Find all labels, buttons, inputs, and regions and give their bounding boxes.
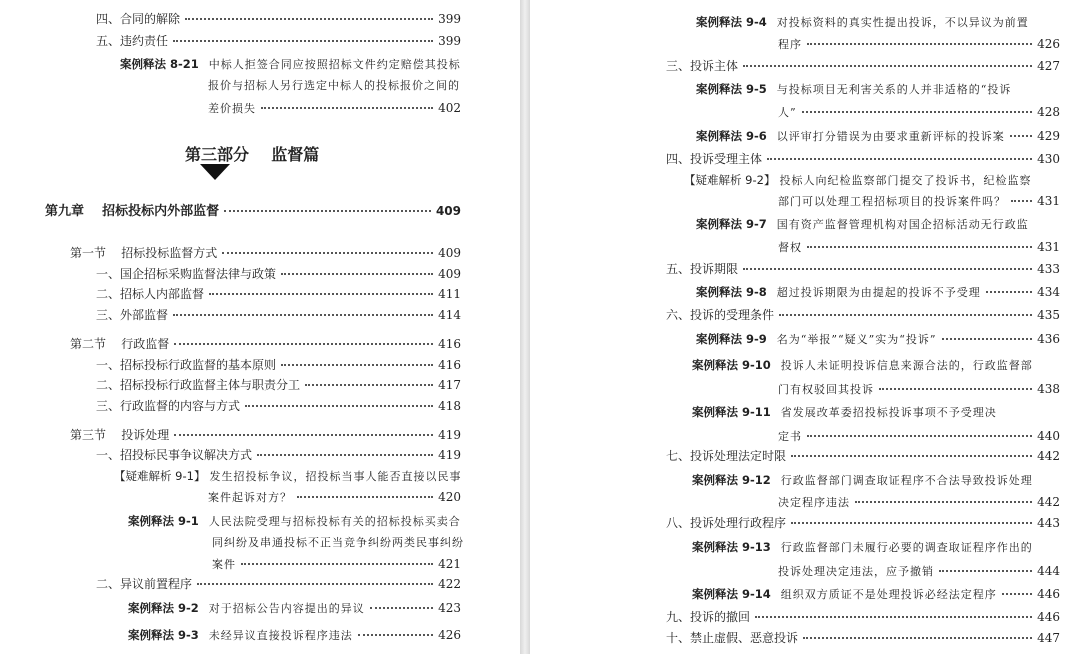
leader-dots bbox=[1011, 200, 1032, 202]
difficulty-entry bbox=[114, 468, 461, 485]
page-number: 430 bbox=[1037, 152, 1060, 166]
case-entry-continued bbox=[208, 78, 461, 94]
difficulty-tag: 【疑难解析 9-2】 bbox=[684, 173, 776, 187]
leader-dots bbox=[942, 338, 1033, 340]
leader-dots bbox=[986, 291, 1032, 293]
entry-text: 定书 bbox=[778, 430, 802, 443]
left-page bbox=[0, 0, 520, 654]
page-number: 426 bbox=[1037, 37, 1060, 51]
entry-text: 对于招标公告内容提出的异议 bbox=[208, 602, 365, 615]
entry-text: 同纠纷及串通投标不正当竞争纠纷两类民事纠纷 bbox=[212, 536, 464, 549]
case-tag: 案例释法 9-2 bbox=[128, 601, 199, 615]
entry-label: 九、投诉的撤回 bbox=[666, 610, 751, 624]
case-tag: 案例释法 9-8 bbox=[696, 285, 767, 299]
page-number: 442 bbox=[1037, 449, 1060, 463]
entry-label: 二、招标人内部监督 bbox=[96, 287, 205, 301]
leader-dots bbox=[261, 107, 433, 109]
leader-dots bbox=[743, 65, 1032, 67]
leader-dots bbox=[358, 634, 433, 636]
entry-label: 第二节 行政监督 bbox=[70, 337, 170, 351]
page-number: 411 bbox=[438, 287, 461, 301]
case-tag: 案例释法 8-21 bbox=[120, 57, 199, 71]
entry-label: 二、招标投标行政监督主体与职责分工 bbox=[96, 378, 301, 392]
entry-label: 四、投诉受理主体 bbox=[666, 152, 763, 166]
leader-dots bbox=[743, 268, 1032, 270]
case-tag: 案例释法 9-6 bbox=[696, 129, 767, 143]
chapter-entry bbox=[45, 203, 461, 220]
leader-dots bbox=[879, 388, 1032, 390]
case-entry bbox=[696, 128, 1060, 145]
chapter-label: 第九章 招标投标内外部监督 bbox=[45, 204, 220, 219]
entry-text: 对投标资料的真实性提出投诉，不以异议为前置 bbox=[776, 16, 1029, 29]
page-number: 428 bbox=[1037, 105, 1060, 119]
difficulty-entry-continued bbox=[778, 193, 1060, 210]
case-entry bbox=[692, 472, 1060, 489]
entry-label: 一、招标投标行政监督的基本原则 bbox=[96, 358, 277, 372]
case-entry-continued bbox=[212, 535, 464, 551]
page-number: 402 bbox=[438, 101, 461, 115]
leader-dots bbox=[209, 293, 433, 295]
leader-dots bbox=[767, 158, 1032, 160]
leader-dots bbox=[224, 210, 431, 212]
page-number: 446 bbox=[1037, 587, 1060, 601]
case-entry bbox=[696, 216, 1060, 233]
page-number: 409 bbox=[435, 204, 461, 218]
page-number: 442 bbox=[1037, 495, 1060, 509]
page-number: 427 bbox=[1037, 59, 1060, 73]
entry-label: 七、投诉处理法定时限 bbox=[666, 449, 787, 463]
entry-text: 门有权驳回其投诉 bbox=[778, 383, 874, 396]
page-number: 444 bbox=[1037, 564, 1060, 578]
right-page bbox=[530, 0, 1080, 654]
page-number: 399 bbox=[438, 34, 461, 48]
entry-text: 与投标项目无利害关系的人并非适格的“投诉 bbox=[776, 83, 1012, 96]
page-number: 433 bbox=[1037, 262, 1060, 276]
toc-entry bbox=[96, 11, 461, 27]
page-number: 422 bbox=[438, 577, 461, 591]
leader-dots bbox=[185, 18, 433, 20]
toc-entry bbox=[96, 447, 461, 463]
case-entry-continued bbox=[778, 239, 1060, 256]
case-entry bbox=[128, 627, 461, 644]
leader-dots bbox=[807, 246, 1032, 248]
difficulty-tag: 【疑难解析 9-1】 bbox=[114, 469, 206, 483]
page-number: 446 bbox=[1037, 610, 1060, 624]
page-number: 440 bbox=[1037, 429, 1060, 443]
case-entry-continued bbox=[778, 428, 1060, 445]
leader-dots bbox=[173, 314, 433, 316]
page-number: 409 bbox=[438, 246, 461, 260]
toc-entry bbox=[666, 609, 1060, 625]
page-number: 434 bbox=[1037, 285, 1060, 299]
leader-dots bbox=[241, 563, 433, 565]
page-number: 438 bbox=[1037, 382, 1060, 396]
entry-text: 省发展改革委招投标投诉事项不予受理决 bbox=[780, 406, 997, 419]
case-entry bbox=[692, 586, 1060, 603]
case-tag: 案例释法 9-13 bbox=[692, 540, 771, 554]
toc-entry bbox=[666, 58, 1060, 74]
case-entry bbox=[696, 14, 1060, 31]
case-entry bbox=[692, 539, 1060, 556]
leader-dots bbox=[281, 273, 433, 275]
entry-text: 投标人向纪检监察部门提交了投诉书，纪检监察 bbox=[779, 174, 1032, 187]
page-number: 409 bbox=[438, 267, 461, 281]
case-entry-continued bbox=[778, 381, 1060, 398]
section-entry bbox=[70, 427, 461, 443]
entry-text: 案件起诉对方？ bbox=[208, 491, 292, 504]
case-tag: 案例释法 9-3 bbox=[128, 628, 199, 642]
difficulty-entry-continued bbox=[208, 489, 461, 506]
case-tag: 案例释法 9-10 bbox=[692, 358, 771, 372]
entry-text: 行政监督部门调查取证程序不合法导致投诉处理 bbox=[780, 474, 1033, 487]
toc-entry bbox=[666, 307, 1060, 323]
case-entry-continued bbox=[208, 100, 461, 117]
case-entry bbox=[692, 404, 1060, 421]
case-tag: 案例释法 9-11 bbox=[692, 405, 771, 419]
entry-text: 未经异议直接投诉程序违法 bbox=[208, 629, 353, 642]
down-triangle-icon bbox=[200, 164, 230, 180]
entry-label: 三、投诉主体 bbox=[666, 59, 739, 73]
toc-entry bbox=[96, 266, 461, 282]
entry-text: 投诉处理决定违法，应予撤销 bbox=[778, 565, 934, 578]
page-number: 419 bbox=[438, 448, 461, 462]
case-tag: 案例释法 9-7 bbox=[696, 217, 767, 231]
entry-text: 报价与招标人另行选定中标人的投标报价之间的 bbox=[208, 79, 460, 92]
leader-dots bbox=[197, 583, 433, 585]
case-entry bbox=[128, 600, 461, 617]
entry-text: 国有资产监督管理机构对国企招标活动无行政监 bbox=[776, 218, 1029, 231]
toc-entry bbox=[666, 515, 1060, 531]
toc-entry bbox=[666, 261, 1060, 277]
entry-text: 案件 bbox=[212, 558, 236, 571]
entry-label: 五、违约责任 bbox=[96, 34, 169, 48]
toc-entry bbox=[666, 630, 1060, 646]
book-gutter bbox=[520, 0, 530, 654]
leader-dots bbox=[939, 570, 1032, 572]
part-title: 第三部分 监督篇 bbox=[185, 145, 320, 164]
toc-entry bbox=[666, 448, 1060, 464]
difficulty-entry bbox=[684, 172, 1060, 189]
entry-text: 名为“举报”“疑义”实为“投诉” bbox=[776, 333, 937, 346]
case-entry-continued bbox=[778, 36, 1060, 53]
entry-label: 三、外部监督 bbox=[96, 308, 169, 322]
page-number: 419 bbox=[438, 428, 461, 442]
page-number: 421 bbox=[438, 557, 461, 571]
page-number: 443 bbox=[1037, 516, 1060, 530]
toc-entry bbox=[96, 398, 461, 414]
entry-label: 六、投诉的受理条件 bbox=[666, 308, 775, 322]
entry-text: 督权 bbox=[778, 241, 802, 254]
case-entry-continued bbox=[212, 556, 461, 573]
page-number: 431 bbox=[1037, 240, 1060, 254]
leader-dots bbox=[802, 111, 1032, 113]
entry-label: 十、禁止虚假、恶意投诉 bbox=[666, 631, 799, 645]
case-entry bbox=[696, 331, 1060, 348]
case-entry-continued bbox=[778, 494, 1060, 511]
page-number: 435 bbox=[1037, 308, 1060, 322]
case-tag: 案例释法 9-1 bbox=[128, 514, 199, 528]
leader-dots bbox=[173, 40, 433, 42]
leader-dots bbox=[245, 405, 433, 407]
entry-text: 行政监督部门未履行必要的调查取证程序作出的 bbox=[780, 541, 1033, 554]
toc-entry bbox=[96, 33, 461, 49]
leader-dots bbox=[807, 43, 1032, 45]
leader-dots bbox=[807, 435, 1032, 437]
case-entry bbox=[128, 513, 461, 530]
leader-dots bbox=[1002, 593, 1032, 595]
toc-entry bbox=[96, 576, 461, 592]
entry-text: 发生招投标争议，招投标当事人能否直接以民事 bbox=[209, 470, 462, 483]
case-tag: 案例释法 9-5 bbox=[696, 82, 767, 96]
leader-dots bbox=[305, 384, 433, 386]
leader-dots bbox=[791, 522, 1032, 524]
entry-label: 五、投诉期限 bbox=[666, 262, 739, 276]
leader-dots bbox=[779, 314, 1032, 316]
leader-dots bbox=[281, 364, 433, 366]
toc-entry bbox=[96, 377, 461, 393]
toc-entry bbox=[666, 151, 1060, 167]
page-number: 417 bbox=[438, 378, 461, 392]
entry-text: 决定程序违法 bbox=[778, 496, 850, 509]
entry-text: 投诉人未证明投诉信息来源合法的，行政监督部 bbox=[780, 359, 1033, 372]
page-number: 423 bbox=[438, 601, 461, 615]
entry-text: 部门可以处理工程招标项目的投诉案件吗？ bbox=[778, 195, 1006, 208]
case-entry bbox=[692, 357, 1060, 374]
page-number: 420 bbox=[438, 490, 461, 504]
leader-dots bbox=[803, 637, 1032, 639]
page-number: 416 bbox=[438, 337, 461, 351]
entry-label: 第一节 招标投标监督方式 bbox=[70, 246, 218, 260]
case-tag: 案例释法 9-12 bbox=[692, 473, 771, 487]
entry-label: 一、国企招标采购监督法律与政策 bbox=[96, 267, 277, 281]
leader-dots bbox=[174, 343, 433, 345]
entry-label: 二、异议前置程序 bbox=[96, 577, 193, 591]
page-number: 436 bbox=[1037, 332, 1060, 346]
leader-dots bbox=[222, 252, 433, 254]
leader-dots bbox=[257, 454, 433, 456]
entry-label: 八、投诉处理行政程序 bbox=[666, 516, 787, 530]
toc-entry bbox=[96, 286, 461, 302]
case-entry-continued bbox=[778, 104, 1060, 121]
leader-dots bbox=[1010, 135, 1032, 137]
toc-entry bbox=[96, 307, 461, 323]
page-number: 416 bbox=[438, 358, 461, 372]
entry-text: 人” bbox=[778, 106, 797, 119]
page-number: 431 bbox=[1037, 194, 1060, 208]
case-entry-continued bbox=[778, 563, 1060, 580]
entry-label: 四、合同的解除 bbox=[96, 12, 181, 26]
case-tag: 案例释法 9-4 bbox=[696, 15, 767, 29]
page-number: 399 bbox=[438, 12, 461, 26]
leader-dots bbox=[791, 455, 1032, 457]
page-number: 414 bbox=[438, 308, 461, 322]
leader-dots bbox=[855, 501, 1032, 503]
toc-entry bbox=[96, 357, 461, 373]
case-tag: 案例释法 9-14 bbox=[692, 587, 771, 601]
entry-label: 一、招投标民事争议解决方式 bbox=[96, 448, 253, 462]
entry-text: 中标人拒签合同应按照招标文件约定赔偿其投标 bbox=[208, 58, 461, 71]
case-tag: 案例释法 9-9 bbox=[696, 332, 767, 346]
leader-dots bbox=[297, 496, 433, 498]
entry-text: 组织双方质证不是处理投诉必经法定程序 bbox=[780, 588, 997, 601]
entry-text: 差价损失 bbox=[208, 102, 256, 115]
entry-text: 以评审打分错误为由要求重新评标的投诉案 bbox=[776, 130, 1005, 143]
entry-text: 超过投诉期限为由提起的投诉不予受理 bbox=[776, 286, 981, 299]
entry-text: 人民法院受理与招标投标有关的招标投标买卖合 bbox=[208, 515, 461, 528]
case-entry bbox=[696, 81, 1060, 98]
entry-label: 第三节 投诉处理 bbox=[70, 428, 170, 442]
section-entry bbox=[70, 245, 461, 261]
page-number: 418 bbox=[438, 399, 461, 413]
section-entry bbox=[70, 336, 461, 352]
page-number: 447 bbox=[1037, 631, 1060, 645]
leader-dots bbox=[370, 607, 433, 609]
leader-dots bbox=[174, 434, 433, 436]
page-number: 429 bbox=[1037, 129, 1060, 143]
case-entry bbox=[120, 56, 461, 73]
page-number: 426 bbox=[438, 628, 461, 642]
entry-label: 三、行政监督的内容与方式 bbox=[96, 399, 241, 413]
leader-dots bbox=[755, 616, 1032, 618]
case-entry bbox=[696, 284, 1060, 301]
entry-text: 程序 bbox=[778, 38, 802, 51]
